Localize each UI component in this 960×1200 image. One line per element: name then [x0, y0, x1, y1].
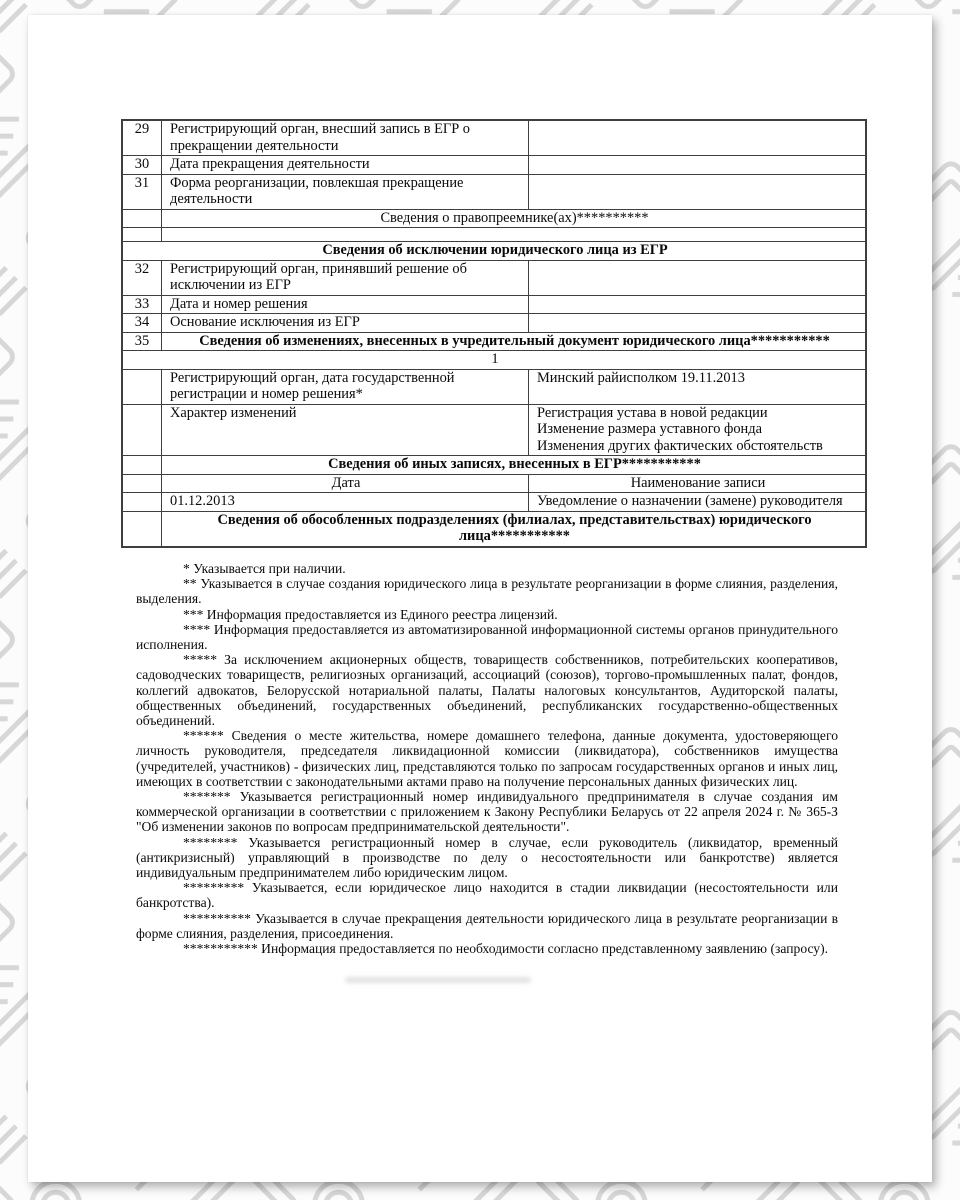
footnote: *********** Информация предоставляется по необходимости согласно представленному заявлению (запросу).	[183, 941, 829, 957]
field-label-cell: Форма реорганизации, повлекшая прекращение деятельности	[162, 174, 529, 209]
row-number-cell: 30	[122, 156, 162, 175]
footnote: ** Указывается в случае создания юридического лица в результате реорганизации в форме слияния, разделения, выделения.	[136, 576, 838, 607]
row-number-cell: 35	[122, 332, 162, 351]
table-row	[122, 314, 866, 333]
table-row	[122, 332, 866, 351]
row-number-cell	[122, 456, 162, 475]
section-title-cell: 1	[122, 351, 866, 370]
field-value-cell	[529, 295, 867, 314]
footnote: ********** Указывается в случае прекращения деятельности юридического лица в результате реорганизации в форме слияния, разделения, присоединения.	[136, 910, 838, 941]
footnote: ******** Указывается регистрационный номер в случае, если руководитель (ликвидатор, временный (антикризисный) управляющий в производстве по делу о несостоятельности или банкротстве) является индивидуальным предпринимателем либо юридическим лицом.	[136, 834, 838, 881]
table-row	[122, 351, 866, 370]
footnote: ********* Указывается, если юридическое лицо находится в стадии ликвидации (несостоятельности или банкротства).	[136, 880, 838, 911]
field-value-cell: Наименование записи	[529, 474, 867, 493]
table-row	[122, 474, 866, 493]
field-value-cell	[529, 404, 867, 456]
footnotes-block	[136, 561, 838, 956]
footnote: * Указывается при наличии.	[183, 561, 346, 576]
row-number-cell	[122, 404, 162, 456]
table-row	[122, 511, 866, 547]
section-title-cell: Сведения об иных записях, внесенных в ЕГР***********	[162, 456, 867, 475]
table-row	[122, 456, 866, 475]
field-label-cell: Регистрирующий орган, дата государственной регистрации и номер решения*	[162, 369, 529, 404]
field-label-cell: Регистрирующий орган, внесший запись в ЕГР о прекращении деятельности	[162, 120, 529, 156]
row-number-cell: 31	[122, 174, 162, 209]
section-title-cell: Сведения о правопреемнике(ах)**********	[162, 209, 867, 228]
field-label-cell: Характер изменений	[162, 404, 529, 456]
table-row	[122, 228, 866, 242]
table-row	[122, 156, 866, 175]
row-number-cell: 34	[122, 314, 162, 333]
field-value-cell	[529, 260, 867, 295]
value-line: Изменение размера уставного фонда	[537, 421, 762, 437]
field-label-cell: Дата и номер решения	[162, 295, 529, 314]
footnote: ******* Указывается регистрационный номер индивидуального предпринимателя в случае создания им коммерческой организации в соответствии с приложением к Закону Республики Беларусь от 22 апреля 2024 г. № 365-З "Об изменении законов по вопросам предпринимательской деятельности".	[136, 789, 838, 835]
field-value-cell	[529, 314, 867, 333]
field-label-cell: Основание исключения из ЕГР	[162, 314, 529, 333]
footnote: *** Информация предоставляется из Единого реестра лицензий.	[183, 606, 558, 622]
footnote: ****** Сведения о месте жительства, номере домашнего телефона, данные документа, удостоверяющего личность руководителя, председателя ликвидационной комиссии (ликвидатора), собственников имущества (учредителей, участников) - физических лиц, представляются только по запросам государственных органов и иных лиц, имеющих в соответствии с законодательными актами право на получение персональных данных физических лиц.	[136, 728, 838, 789]
section-title-cell: Сведения об исключении юридического лица из ЕГР	[122, 242, 866, 261]
table-row	[122, 369, 866, 404]
field-label-cell: Дата прекращения деятельности	[162, 156, 529, 175]
field-label-cell: Регистрирующий орган, принявший решение об исключении из ЕГР	[162, 260, 529, 295]
table-row	[122, 209, 866, 228]
row-number-cell	[122, 209, 162, 228]
section-title-cell: Сведения об изменениях, внесенных в учредительный документ юридического лица***********	[162, 332, 867, 351]
row-number-cell	[122, 369, 162, 404]
value-line: Изменения других фактических обстоятельств	[537, 437, 823, 454]
section-title-cell	[162, 228, 867, 242]
table-row	[122, 174, 866, 209]
registry-table	[121, 119, 867, 548]
field-value-cell: Минский райисполком 19.11.2013	[529, 369, 867, 404]
row-number-cell	[122, 493, 162, 512]
table-row	[122, 242, 866, 261]
field-label-cell: Дата	[162, 474, 529, 493]
table-row	[122, 120, 866, 156]
table-row	[122, 493, 866, 512]
field-value-cell	[529, 120, 867, 156]
document-page	[28, 15, 932, 1182]
field-value-cell: Уведомление о назначении (замене) руководителя	[529, 493, 867, 512]
table-row	[122, 404, 866, 456]
value-line: Регистрация устава в новой редакции	[537, 404, 768, 421]
footnote: ***** За исключением акционерных обществ, товариществ собственников, потребительских кооперативов, садоводческих товариществ, религиозных организаций, ассоциаций (союзов), торгово-промышленных палат, фондов, коллегий адвокатов, Белорусской нотариальной палаты, Палаты налоговых консультантов, Аудиторской палаты, общественных объединений, государственных объединений, республиканских государственно-общественных объединений.	[136, 652, 838, 729]
row-number-cell: 32	[122, 260, 162, 295]
field-label-cell: 01.12.2013	[162, 493, 529, 512]
row-number-cell	[122, 228, 162, 242]
row-number-cell: 33	[122, 295, 162, 314]
field-value-cell	[529, 174, 867, 209]
table-row	[122, 260, 866, 295]
row-number-cell: 29	[122, 120, 162, 156]
row-number-cell	[122, 474, 162, 493]
row-number-cell	[122, 511, 162, 547]
section-title-cell: Сведения об обособленных подразделениях (филиалах, представительствах) юридического лица***********	[162, 511, 867, 547]
table-row	[122, 295, 866, 314]
ghost-artifact	[345, 977, 531, 983]
footnote: **** Информация предоставляется из автоматизированной информационной системы органов принудительного исполнения.	[136, 621, 838, 653]
field-value-cell	[529, 156, 867, 175]
